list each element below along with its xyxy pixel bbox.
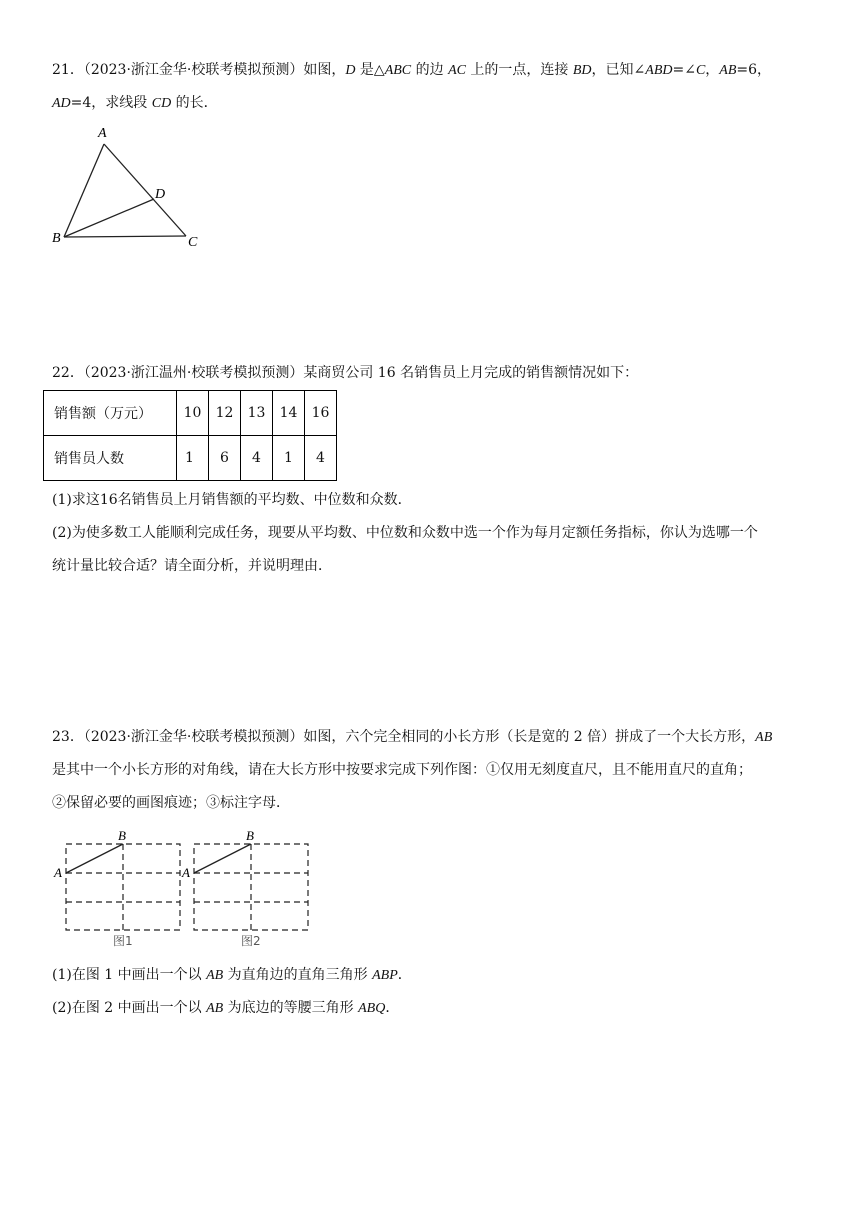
q22-part-2-line-2: 统计量比较合适？请全面分析，并说明理由． bbox=[52, 558, 332, 574]
figure-1-label-a: A bbox=[54, 865, 62, 880]
table-row bbox=[44, 391, 337, 436]
q22-text: 22．（2023·浙江温州·校联考模拟预测）某商贸公司 16 名销售员上月完成的销售额情况如下： bbox=[52, 365, 639, 381]
figure-2-label-a: A bbox=[182, 865, 190, 880]
table-cell: 6 bbox=[209, 436, 241, 481]
sales-table bbox=[43, 390, 337, 481]
q21-text-line-2: AD=4，求线段 CD 的长． bbox=[52, 95, 218, 111]
table-cell: 12 bbox=[209, 391, 241, 436]
table-cell: 13 bbox=[241, 391, 273, 436]
figure-2-diagonal-ab bbox=[194, 844, 251, 873]
q21-text-line-1: 21．（2023·浙江金华·校联考模拟预测）如图，D 是△ABC 的边 AC 上的一点，连接 BD，已知∠ABD=∠C，AB=6， bbox=[52, 62, 772, 78]
q23-part-2: (2)在图 2 中画出一个以 AB 为底边的等腰三角形 ABQ． bbox=[52, 1000, 400, 1016]
label-d: D bbox=[155, 187, 166, 202]
table-cell: 1 bbox=[273, 436, 305, 481]
table-cell: 4 bbox=[305, 436, 337, 481]
q22-part-2-line-1: (2)为使多数工人能顺利完成任务，现要从平均数、中位数和众数中选一个作为每月定额任务指标，你认为选哪一个 bbox=[52, 525, 758, 541]
table-row bbox=[44, 436, 337, 481]
segment-ac bbox=[104, 144, 186, 236]
q23-figures bbox=[50, 826, 330, 952]
table-cell: 16 bbox=[305, 391, 337, 436]
label-c: C bbox=[188, 235, 198, 250]
table-cell: 14 bbox=[273, 391, 305, 436]
q23-text-line-2: 是其中一个小长方形的对角线，请在大长方形中按要求完成下列作图：①仅用无刻度直尺，且不能用直尺的直角； bbox=[52, 762, 752, 778]
q23-part-1: (1)在图 1 中画出一个以 AB 为直角边的直角三角形 ABP． bbox=[52, 967, 412, 983]
table-header-cell: 销售员人数 bbox=[44, 436, 177, 481]
q23-text-line-1: 23．（2023·浙江金华·校联考模拟预测）如图，六个完全相同的小长方形（长是宽的 2 倍）拼成了一个大长方形，AB bbox=[52, 729, 773, 745]
label-a: A bbox=[98, 126, 107, 141]
table-cell: 4 bbox=[241, 436, 273, 481]
figure-1-caption: 图1 bbox=[113, 934, 133, 948]
figure-1-grid bbox=[66, 844, 180, 930]
figure-2-grid bbox=[194, 844, 308, 930]
table-cell: 10 bbox=[177, 391, 209, 436]
q22-part-1: (1)求这16名销售员上月销售额的平均数、中位数和众数． bbox=[52, 492, 412, 508]
q21-triangle-figure bbox=[48, 122, 208, 252]
table-cell: 1 bbox=[177, 436, 209, 481]
table-header-cell: 销售额（万元） bbox=[44, 391, 177, 436]
figure-2-label-b: B bbox=[246, 828, 254, 843]
label-b: B bbox=[52, 231, 61, 246]
figure-1-diagonal-ab bbox=[66, 844, 123, 873]
figure-1-label-b: B bbox=[118, 828, 126, 843]
segment-bc bbox=[64, 236, 186, 237]
q23-text-line-3: ②保留必要的画图痕迹；③标注字母． bbox=[52, 795, 290, 811]
figure-2-caption: 图2 bbox=[241, 934, 261, 948]
